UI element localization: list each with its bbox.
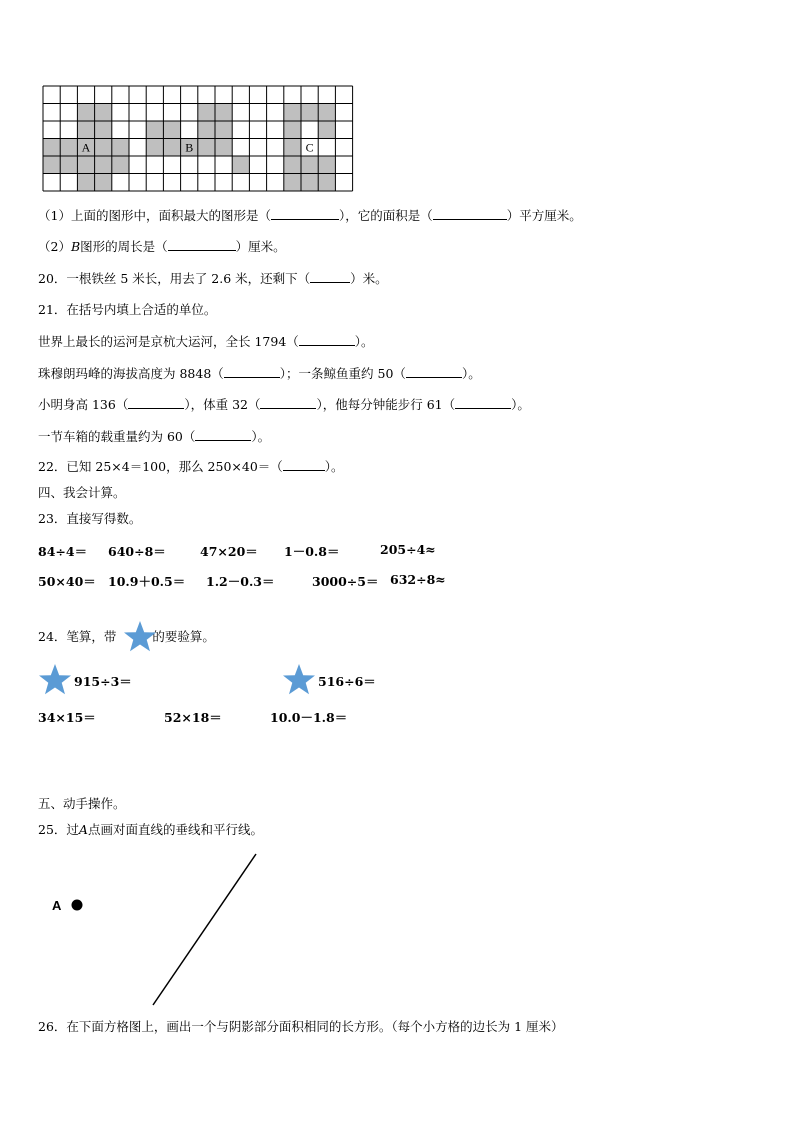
grid-figure — [42, 85, 354, 192]
calc-item: 10.9＋0.5＝ — [108, 574, 186, 589]
shaded-cell — [146, 121, 163, 139]
answer-blank[interactable] — [195, 428, 251, 441]
question-21-line-2: 珠穆朗玛峰的海拔高度为 8848（ ）；一条鲸鱼重约 50（ ）。 — [38, 366, 481, 381]
point-label: A — [52, 898, 62, 913]
shaded-cell — [43, 139, 60, 157]
shaded-cell — [163, 139, 180, 157]
calc-item: 516÷6＝ — [318, 674, 376, 689]
calc-item: 205÷4≈ — [380, 542, 436, 557]
line-diagram — [40, 850, 280, 1010]
answer-blank[interactable] — [455, 396, 511, 409]
calc-item: 640÷8＝ — [108, 544, 166, 559]
calc-item: 84÷4＝ — [38, 544, 88, 559]
question-21-line-4: 一节车箱的载重量约为 60（ ）。 — [38, 429, 271, 444]
question-20: 20．一根铁丝 5 米长，用去了 2.6 米，还剩下（ ）米。 — [38, 271, 388, 286]
calc-item: 632÷8≈ — [390, 572, 446, 587]
point-a — [72, 900, 83, 911]
shaded-cell — [301, 104, 318, 122]
figure-label: A — [81, 140, 91, 155]
shaded-cell — [43, 156, 60, 174]
shaded-cell — [77, 121, 94, 139]
question-24-title: 24．笔算，带 的要验算。 — [38, 629, 215, 644]
shaded-cell — [318, 121, 335, 139]
shaded-cell — [77, 174, 94, 192]
shaded-cell — [146, 139, 163, 157]
shaded-cell — [318, 156, 335, 174]
question-25: 25．过A点画对面直线的垂线和平行线。 — [38, 822, 263, 837]
shaded-cell — [163, 121, 180, 139]
answer-blank[interactable] — [310, 270, 350, 283]
given-line — [153, 854, 256, 1005]
shaded-cell — [215, 104, 232, 122]
answer-blank[interactable] — [168, 238, 236, 251]
shaded-cell — [60, 139, 77, 157]
shaded-cell — [112, 139, 129, 157]
shaded-cell — [284, 121, 301, 139]
shaded-cell — [198, 121, 215, 139]
shaded-cell — [95, 121, 112, 139]
calc-item: 1.2－0.3＝ — [206, 574, 275, 589]
shaded-cell — [232, 156, 249, 174]
question-21-line-1: 世界上最长的运河是京杭大运河，全长 1794（ ）。 — [38, 334, 374, 349]
shaded-cell — [284, 174, 301, 192]
calc-item: 10.0－1.8＝ — [270, 710, 348, 725]
calc-item: 47×20＝ — [200, 544, 258, 559]
shaded-cell — [215, 121, 232, 139]
shaded-cell — [284, 104, 301, 122]
answer-blank[interactable] — [128, 396, 184, 409]
question-21-title: 21．在括号内填上合适的单位。 — [38, 302, 217, 317]
shaded-cell — [95, 156, 112, 174]
figure-label: B — [185, 140, 194, 155]
shaded-cell — [60, 156, 77, 174]
calc-item: 52×18＝ — [164, 710, 222, 725]
answer-blank[interactable] — [299, 333, 355, 346]
answer-blank[interactable] — [260, 396, 316, 409]
shaded-cell — [284, 156, 301, 174]
answer-blank[interactable] — [271, 207, 339, 220]
calc-item: 3000÷5＝ — [312, 574, 379, 589]
shaded-cell — [95, 104, 112, 122]
question-21-line-3: 小明身高 136（ ），体重 32（ ），他每分钟能步行 61（ ）。 — [38, 397, 530, 412]
section-5-heading: 五、动手操作。 — [38, 796, 126, 811]
answer-blank[interactable] — [224, 365, 280, 378]
figure-label: C — [305, 140, 314, 155]
shaded-cell — [198, 104, 215, 122]
shaded-cell — [215, 139, 232, 157]
question-22: 22．已知 25×4＝100，那么 250×40＝（ ）。 — [38, 459, 344, 474]
shaded-cell — [112, 156, 129, 174]
question-23-title: 23．直接写得数。 — [38, 511, 142, 526]
shaded-cell — [318, 104, 335, 122]
section-4-heading: 四、我会计算。 — [38, 485, 126, 500]
answer-blank[interactable] — [406, 365, 462, 378]
answer-blank[interactable] — [283, 458, 325, 471]
shaded-cell — [95, 139, 112, 157]
star-icon — [123, 620, 157, 654]
shaded-cell — [95, 174, 112, 192]
calc-item: 915÷3＝ — [74, 674, 132, 689]
shaded-cell — [77, 156, 94, 174]
calc-item: 1－0.8＝ — [284, 544, 340, 559]
shaded-cell — [284, 139, 301, 157]
star-icon — [38, 663, 72, 697]
shaded-cell — [77, 104, 94, 122]
answer-blank[interactable] — [433, 207, 507, 220]
question-19-part-2: （2）B图形的周长是（ ）厘米。 — [38, 239, 286, 254]
shaded-cell — [318, 174, 335, 192]
shaded-cell — [301, 156, 318, 174]
shaded-cell — [301, 174, 318, 192]
calc-item: 50×40＝ — [38, 574, 96, 589]
calc-item: 34×15＝ — [38, 710, 96, 725]
question-19-part-1: （1）上面的图形中，面积最大的图形是（ ），它的面积是（ ）平方厘米。 — [38, 208, 582, 223]
star-icon — [282, 663, 316, 697]
shaded-cell — [198, 139, 215, 157]
question-26: 26．在下面方格图上，画出一个与阴影部分面积相同的长方形。（每个小方格的边长为 1 厘米） — [38, 1019, 564, 1034]
